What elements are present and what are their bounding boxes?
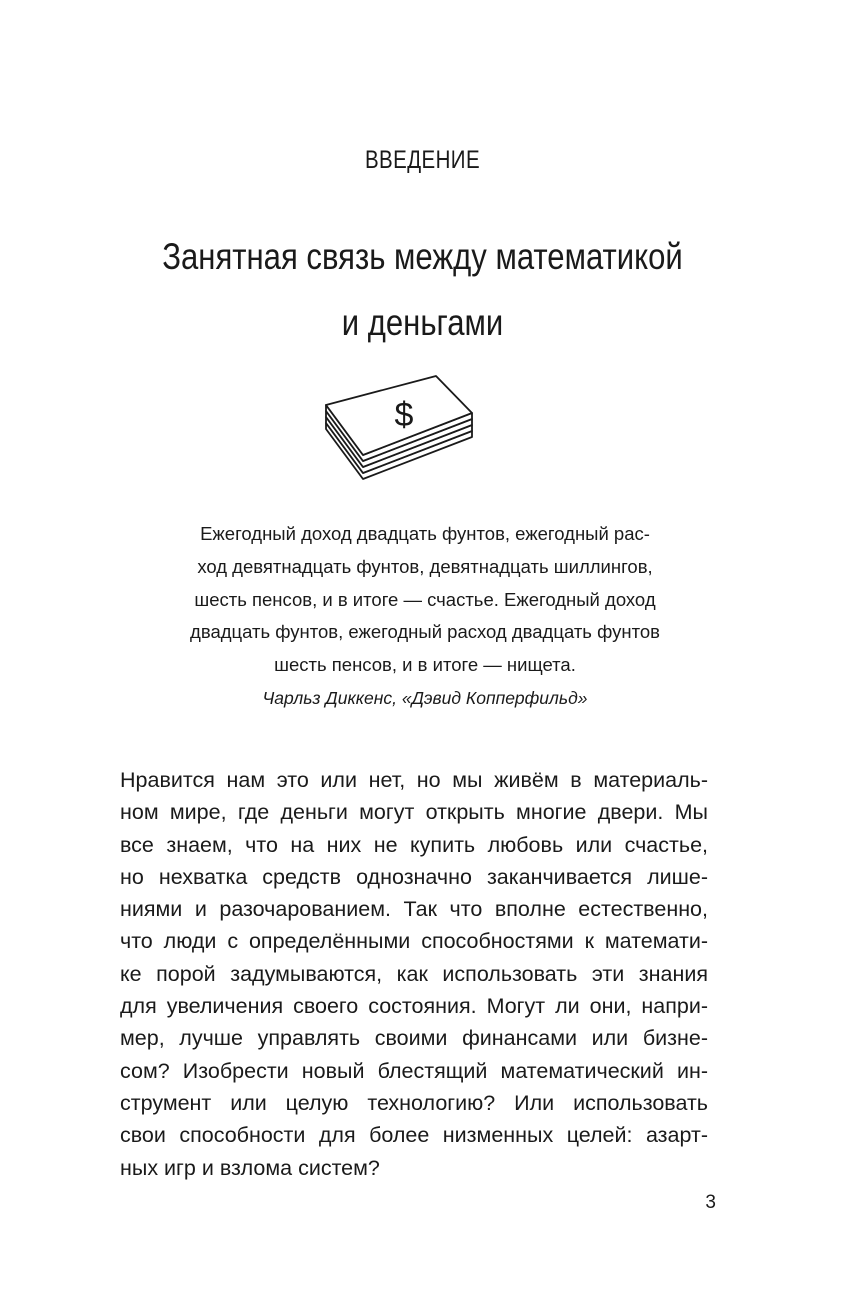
chapter-title (68, 224, 778, 356)
body-paragraph (120, 764, 708, 1184)
body-line: все знаем, что на них не купить любовь или счастье, (120, 832, 708, 857)
body-line: свои способности для более низменных целей: азарт- (120, 1123, 708, 1148)
epigraph (100, 518, 750, 715)
epigraph-line: Ежегодный доход двадцать фунтов, ежегодный рас- (200, 523, 650, 544)
body-line: для увеличения своего состояния. Могут ли они, напри- (120, 994, 708, 1019)
body-line: струмент или целую технологию? Или использовать (120, 1090, 708, 1115)
body-line: ных игр и взлома систем? (120, 1155, 380, 1180)
page-number: 3 (705, 1192, 716, 1213)
body-line: ном мире, где деньги могут открыть многие двери. Мы (120, 800, 708, 825)
dollar-symbol: $ (394, 396, 414, 434)
epigraph-line: двадцать фунтов, ежегодный расход двадцать фунтов (190, 621, 660, 643)
body-line: Нравится нам это или нет, но мы живём в материаль- (120, 768, 708, 792)
epigraph-line: шесть пенсов, и в итоге — счастье. Ежегодный доход (194, 588, 656, 610)
chapter-title-line: Занятная связь между математикой (162, 236, 683, 277)
body-line: но нехватка средств однозначно заканчивается лише- (120, 864, 708, 889)
epigraph-line: шесть пенсов, и в итоге — нищета. (274, 654, 576, 676)
epigraph-line: ход девятнадцать фунтов, девятнадцать шиллингов, (197, 555, 653, 577)
chapter-label: ВВЕДЕНИЕ (364, 146, 481, 174)
epigraph-attribution: Чарльз Диккенс, «Дэвид Копперфильд» (262, 687, 588, 708)
body-line: ке порой задумываются, как использовать эти знания (120, 961, 708, 986)
body-line: что люди с определёнными способностями к математи- (120, 929, 708, 954)
money-stack-icon (318, 372, 480, 484)
chapter-title-line: и деньгами (341, 302, 504, 343)
body-line: ниями и разочарованием. Так что вполне естественно, (120, 897, 708, 922)
body-line: мер, лучше управлять своими финансами или бизне- (120, 1026, 708, 1051)
body-line: сом? Изобрести новый блестящий математический ин- (120, 1058, 708, 1083)
